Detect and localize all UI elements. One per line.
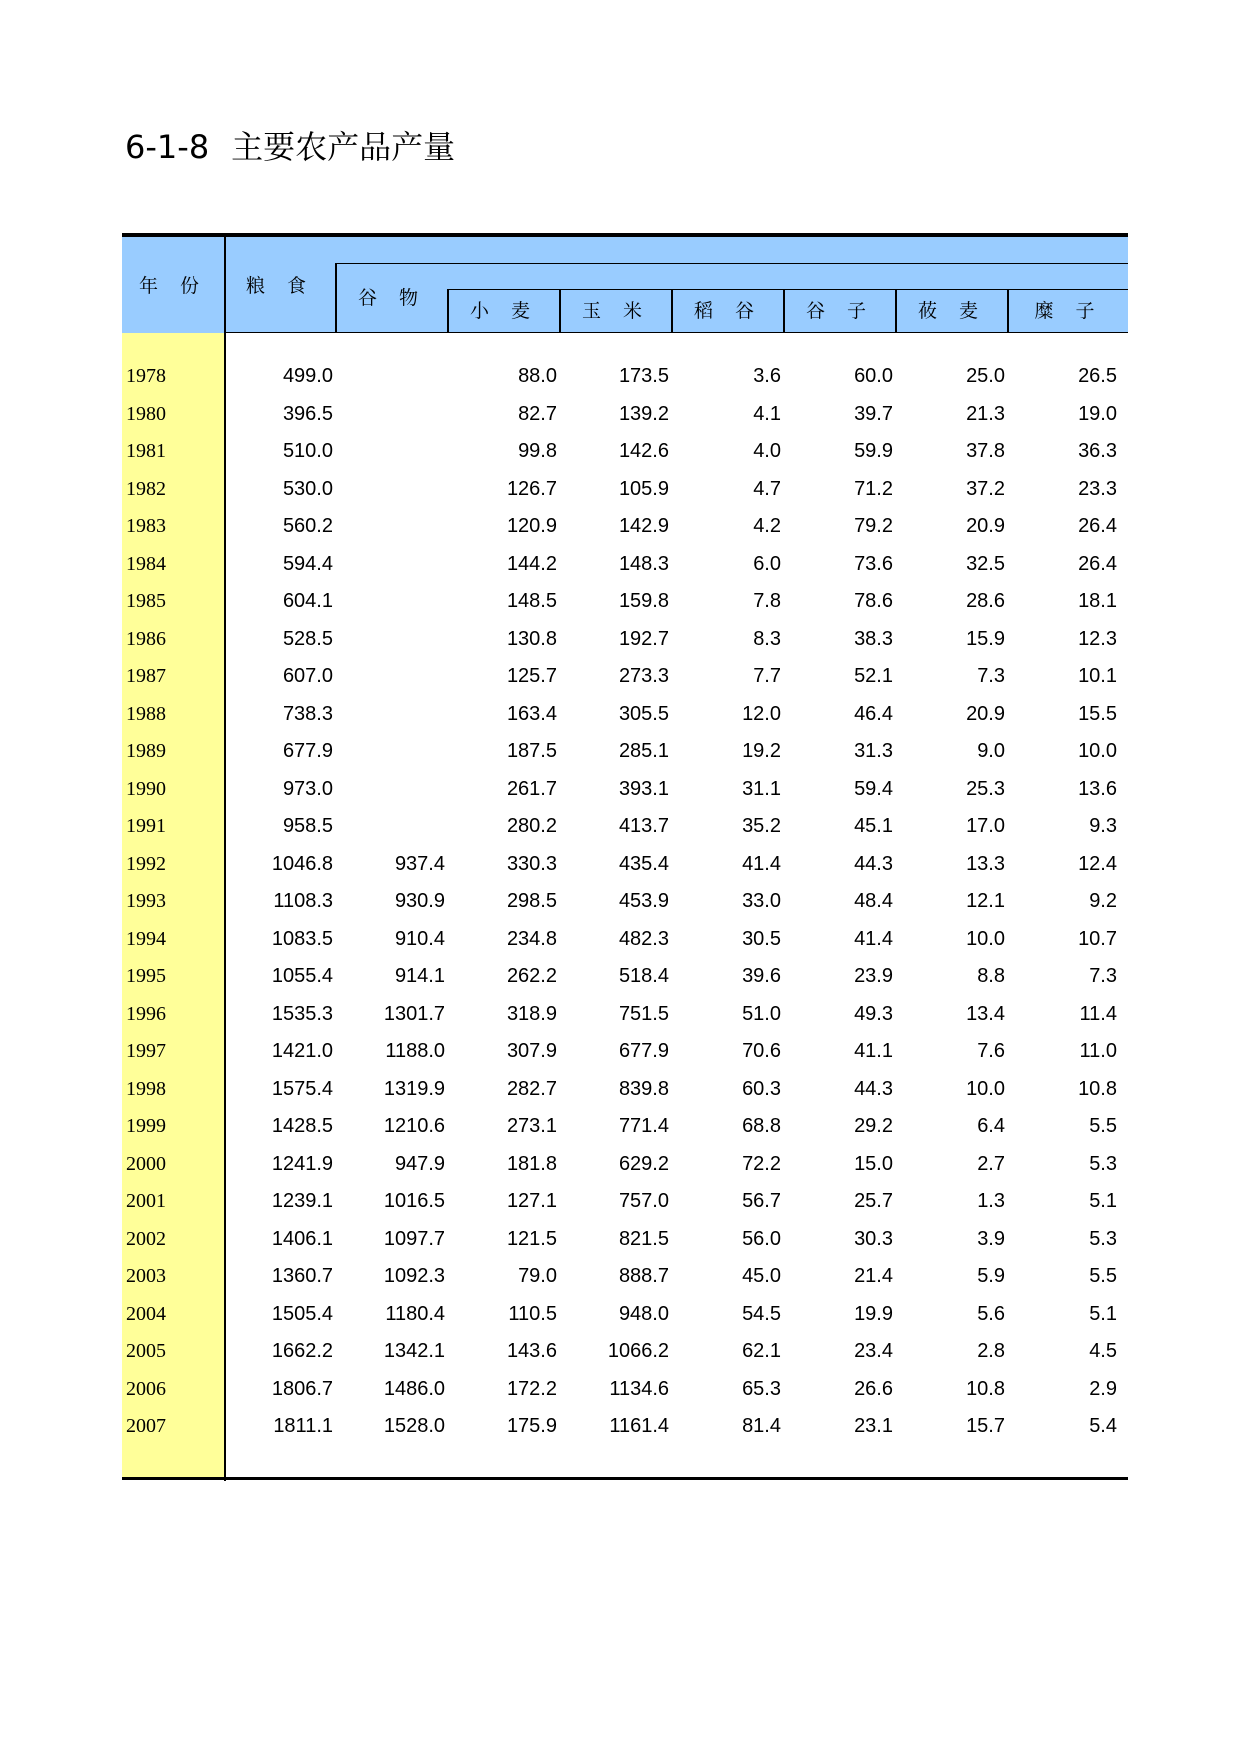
broomcorn-millet-cell: 5.4 bbox=[1089, 1415, 1117, 1437]
table-number: 6-1-8 bbox=[125, 128, 210, 166]
millet-cell: 25.7 bbox=[854, 1190, 893, 1212]
broomcorn-millet-cell: 26.4 bbox=[1078, 515, 1117, 537]
grain-cell: 1055.4 bbox=[271, 965, 333, 987]
oats-cell: 7.3 bbox=[977, 665, 1005, 687]
broomcorn-millet-cell: 5.5 bbox=[1089, 1265, 1117, 1287]
corn-cell: 751.5 bbox=[618, 1003, 669, 1025]
grain-cell: 1046.8 bbox=[271, 853, 333, 875]
broomcorn-millet-cell: 2.9 bbox=[1089, 1378, 1117, 1400]
corn-cell: 142.9 bbox=[618, 515, 669, 537]
year-cell: 1996 bbox=[126, 1003, 166, 1025]
rice-cell: 35.2 bbox=[742, 815, 781, 837]
broomcorn-millet-cell: 36.3 bbox=[1078, 440, 1117, 462]
corn-cell: 839.8 bbox=[618, 1078, 669, 1100]
grain-cell: 1406.1 bbox=[271, 1228, 333, 1250]
wheat-cell: 318.9 bbox=[506, 1003, 557, 1025]
corn-cell: 518.4 bbox=[618, 965, 669, 987]
broomcorn-millet-cell: 23.3 bbox=[1078, 478, 1117, 500]
grain-cell: 1241.9 bbox=[271, 1153, 333, 1175]
wheat-cell: 282.7 bbox=[506, 1078, 557, 1100]
corn-cell: 139.2 bbox=[618, 403, 669, 425]
corn-cell: 105.9 bbox=[618, 478, 669, 500]
oats-cell: 1.3 bbox=[977, 1190, 1005, 1212]
year-cell: 1987 bbox=[126, 665, 166, 687]
grain-cell: 594.4 bbox=[282, 553, 333, 575]
oats-cell: 2.8 bbox=[977, 1340, 1005, 1362]
corn-cell: 757.0 bbox=[618, 1190, 669, 1212]
oats-cell: 10.8 bbox=[966, 1378, 1005, 1400]
wheat-cell: 172.2 bbox=[506, 1378, 557, 1400]
millet-cell: 73.6 bbox=[854, 553, 893, 575]
corn-cell: 888.7 bbox=[618, 1265, 669, 1287]
wheat-cell: 130.8 bbox=[506, 628, 557, 650]
oats-cell: 28.6 bbox=[966, 590, 1005, 612]
rice-cell: 4.0 bbox=[753, 440, 781, 462]
corn-cell: 453.9 bbox=[618, 890, 669, 912]
oats-cell: 25.0 bbox=[966, 365, 1005, 387]
grain-cell: 530.0 bbox=[282, 478, 333, 500]
broomcorn-millet-cell: 19.0 bbox=[1078, 403, 1117, 425]
cereal-cell: 914.1 bbox=[394, 965, 445, 987]
millet-cell: 41.4 bbox=[854, 928, 893, 950]
grain-cell: 1535.3 bbox=[271, 1003, 333, 1025]
year-cell: 2003 bbox=[126, 1265, 166, 1287]
millet-cell: 21.4 bbox=[854, 1265, 893, 1287]
oats-cell: 8.8 bbox=[977, 965, 1005, 987]
grain-cell: 958.5 bbox=[282, 815, 333, 837]
rice-cell: 72.2 bbox=[742, 1153, 781, 1175]
broomcorn-millet-cell: 5.3 bbox=[1089, 1153, 1117, 1175]
year-cell: 1981 bbox=[126, 440, 166, 462]
millet-cell: 44.3 bbox=[854, 853, 893, 875]
wheat-cell: 143.6 bbox=[506, 1340, 557, 1362]
grain-cell: 1806.7 bbox=[271, 1378, 333, 1400]
year-cell: 2006 bbox=[126, 1378, 166, 1400]
oats-cell: 17.0 bbox=[966, 815, 1005, 837]
wheat-cell: 163.4 bbox=[506, 703, 557, 725]
cereal-cell: 1097.7 bbox=[383, 1228, 445, 1250]
corn-cell: 821.5 bbox=[618, 1228, 669, 1250]
cereal-cell: 937.4 bbox=[394, 853, 445, 875]
rice-cell: 45.0 bbox=[742, 1265, 781, 1287]
year-cell: 1992 bbox=[126, 853, 166, 875]
cereal-cell: 1342.1 bbox=[383, 1340, 445, 1362]
header-rule-bottom bbox=[224, 332, 1128, 333]
rice-cell: 30.5 bbox=[742, 928, 781, 950]
wheat-cell: 307.9 bbox=[506, 1040, 557, 1062]
header-broomcorn-millet: 糜 子 bbox=[1034, 300, 1103, 322]
cereal-cell: 1210.6 bbox=[383, 1115, 445, 1137]
oats-cell: 32.5 bbox=[966, 553, 1005, 575]
header-rice: 稻 谷 bbox=[693, 300, 763, 322]
header-millet: 谷 子 bbox=[805, 300, 875, 322]
rice-cell: 7.7 bbox=[753, 665, 781, 687]
year-cell: 2007 bbox=[126, 1415, 166, 1437]
broomcorn-millet-cell: 10.7 bbox=[1078, 928, 1117, 950]
broomcorn-millet-cell: 4.5 bbox=[1089, 1340, 1117, 1362]
rice-cell: 65.3 bbox=[742, 1378, 781, 1400]
year-cell: 1997 bbox=[126, 1040, 166, 1062]
millet-cell: 29.2 bbox=[854, 1115, 893, 1137]
year-cell: 1995 bbox=[126, 965, 166, 987]
grain-cell: 528.5 bbox=[282, 628, 333, 650]
corn-cell: 1066.2 bbox=[607, 1340, 669, 1362]
year-cell: 2001 bbox=[126, 1190, 166, 1212]
corn-cell: 413.7 bbox=[618, 815, 669, 837]
header-rule-grain bbox=[335, 263, 1128, 264]
oats-cell: 15.9 bbox=[966, 628, 1005, 650]
grain-cell: 396.5 bbox=[282, 403, 333, 425]
rice-cell: 51.0 bbox=[742, 1003, 781, 1025]
rice-cell: 4.1 bbox=[753, 403, 781, 425]
wheat-cell: 280.2 bbox=[506, 815, 557, 837]
year-cell: 2005 bbox=[126, 1340, 166, 1362]
corn-cell: 435.4 bbox=[618, 853, 669, 875]
cereal-cell: 910.4 bbox=[394, 928, 445, 950]
year-cell: 1999 bbox=[126, 1115, 166, 1137]
rice-cell: 68.8 bbox=[742, 1115, 781, 1137]
millet-cell: 46.4 bbox=[854, 703, 893, 725]
millet-cell: 23.4 bbox=[854, 1340, 893, 1362]
oats-cell: 5.9 bbox=[977, 1265, 1005, 1287]
cereal-cell: 1486.0 bbox=[383, 1378, 445, 1400]
broomcorn-millet-cell: 9.2 bbox=[1089, 890, 1117, 912]
wheat-cell: 262.2 bbox=[506, 965, 557, 987]
rice-cell: 70.6 bbox=[742, 1040, 781, 1062]
corn-cell: 948.0 bbox=[618, 1303, 669, 1325]
broomcorn-millet-cell: 18.1 bbox=[1078, 590, 1117, 612]
rice-cell: 4.2 bbox=[753, 515, 781, 537]
oats-cell: 37.8 bbox=[966, 440, 1005, 462]
cereal-cell: 1528.0 bbox=[383, 1415, 445, 1437]
grain-cell: 604.1 bbox=[282, 590, 333, 612]
oats-cell: 13.4 bbox=[966, 1003, 1005, 1025]
broomcorn-millet-cell: 7.3 bbox=[1089, 965, 1117, 987]
millet-cell: 48.4 bbox=[854, 890, 893, 912]
year-cell: 1998 bbox=[126, 1078, 166, 1100]
oats-cell: 5.6 bbox=[977, 1303, 1005, 1325]
year-cell: 1978 bbox=[126, 365, 166, 387]
millet-cell: 30.3 bbox=[854, 1228, 893, 1250]
wheat-cell: 125.7 bbox=[506, 665, 557, 687]
corn-cell: 148.3 bbox=[618, 553, 669, 575]
year-cell: 2002 bbox=[126, 1228, 166, 1250]
page-title bbox=[125, 122, 455, 168]
wheat-cell: 99.8 bbox=[518, 440, 557, 462]
grain-cell: 973.0 bbox=[282, 778, 333, 800]
rice-cell: 56.0 bbox=[742, 1228, 781, 1250]
broomcorn-millet-cell: 12.3 bbox=[1078, 628, 1117, 650]
cereal-cell: 1301.7 bbox=[383, 1003, 445, 1025]
year-column-divider bbox=[224, 237, 226, 1481]
cereal-cell: 1092.3 bbox=[383, 1265, 445, 1287]
millet-cell: 60.0 bbox=[854, 365, 893, 387]
broomcorn-millet-cell: 5.5 bbox=[1089, 1115, 1117, 1137]
oats-cell: 10.0 bbox=[966, 1078, 1005, 1100]
corn-cell: 1134.6 bbox=[609, 1378, 669, 1400]
broomcorn-millet-cell: 5.3 bbox=[1089, 1228, 1117, 1250]
oats-cell: 9.0 bbox=[977, 740, 1005, 762]
grain-cell: 1083.5 bbox=[271, 928, 333, 950]
rice-cell: 81.4 bbox=[742, 1415, 781, 1437]
year-cell: 1988 bbox=[126, 703, 166, 725]
grain-cell: 1575.4 bbox=[271, 1078, 333, 1100]
corn-cell: 173.5 bbox=[618, 365, 669, 387]
wheat-cell: 79.0 bbox=[518, 1265, 557, 1287]
wheat-cell: 127.1 bbox=[506, 1190, 557, 1212]
rice-cell: 54.5 bbox=[742, 1303, 781, 1325]
grain-cell: 1428.5 bbox=[271, 1115, 333, 1137]
millet-cell: 79.2 bbox=[854, 515, 893, 537]
cereal-cell: 930.9 bbox=[394, 890, 445, 912]
rice-cell: 7.8 bbox=[753, 590, 781, 612]
table-title: 主要农产品产量 bbox=[231, 128, 456, 166]
year-cell: 1984 bbox=[126, 553, 166, 575]
millet-cell: 78.6 bbox=[854, 590, 893, 612]
year-cell: 1990 bbox=[126, 778, 166, 800]
cereal-cell: 1180.4 bbox=[385, 1303, 445, 1325]
corn-cell: 677.9 bbox=[618, 1040, 669, 1062]
broomcorn-millet-cell: 26.5 bbox=[1078, 365, 1117, 387]
table-bottom-rule bbox=[122, 1477, 1128, 1480]
wheat-cell: 261.7 bbox=[506, 778, 557, 800]
corn-cell: 771.4 bbox=[618, 1115, 669, 1137]
wheat-cell: 234.8 bbox=[506, 928, 557, 950]
wheat-cell: 175.9 bbox=[506, 1415, 557, 1437]
corn-cell: 305.5 bbox=[618, 703, 669, 725]
broomcorn-millet-cell: 11.4 bbox=[1079, 1003, 1117, 1025]
wheat-cell: 148.5 bbox=[506, 590, 557, 612]
rice-cell: 41.4 bbox=[742, 853, 781, 875]
grain-cell: 499.0 bbox=[282, 365, 333, 387]
header-corn: 玉 米 bbox=[581, 300, 651, 322]
millet-cell: 59.4 bbox=[854, 778, 893, 800]
grain-cell: 1421.0 bbox=[271, 1040, 333, 1062]
millet-cell: 31.3 bbox=[854, 740, 893, 762]
wheat-cell: 181.8 bbox=[506, 1153, 557, 1175]
year-cell: 2000 bbox=[126, 1153, 166, 1175]
year-cell: 1980 bbox=[126, 403, 166, 425]
rice-cell: 60.3 bbox=[742, 1078, 781, 1100]
grain-cell: 1360.7 bbox=[271, 1265, 333, 1287]
corn-cell: 285.1 bbox=[618, 740, 669, 762]
millet-cell: 23.9 bbox=[854, 965, 893, 987]
oats-cell: 6.4 bbox=[977, 1115, 1005, 1137]
broomcorn-millet-cell: 5.1 bbox=[1089, 1190, 1117, 1212]
grain-cell: 738.3 bbox=[282, 703, 333, 725]
oats-cell: 21.3 bbox=[966, 403, 1005, 425]
grain-cell: 1505.4 bbox=[271, 1303, 333, 1325]
millet-cell: 71.2 bbox=[854, 478, 893, 500]
header-year: 年 份 bbox=[138, 275, 208, 297]
broomcorn-millet-cell: 9.3 bbox=[1089, 815, 1117, 837]
corn-cell: 1161.4 bbox=[609, 1415, 669, 1437]
cereal-cell: 1188.0 bbox=[385, 1040, 445, 1062]
corn-cell: 192.7 bbox=[618, 628, 669, 650]
rice-cell: 19.2 bbox=[742, 740, 781, 762]
oats-cell: 12.1 bbox=[966, 890, 1005, 912]
wheat-cell: 82.7 bbox=[518, 403, 557, 425]
rice-cell: 31.1 bbox=[742, 778, 781, 800]
cereal-cell: 1016.5 bbox=[383, 1190, 445, 1212]
broomcorn-millet-cell: 26.4 bbox=[1078, 553, 1117, 575]
wheat-cell: 273.1 bbox=[506, 1115, 557, 1137]
oats-cell: 7.6 bbox=[977, 1040, 1005, 1062]
rice-cell: 39.6 bbox=[742, 965, 781, 987]
rice-cell: 33.0 bbox=[742, 890, 781, 912]
corn-cell: 142.6 bbox=[618, 440, 669, 462]
wheat-cell: 88.0 bbox=[518, 365, 557, 387]
wheat-cell: 330.3 bbox=[506, 853, 557, 875]
oats-cell: 3.9 bbox=[977, 1228, 1005, 1250]
millet-cell: 44.3 bbox=[854, 1078, 893, 1100]
corn-cell: 629.2 bbox=[618, 1153, 669, 1175]
wheat-cell: 298.5 bbox=[506, 890, 557, 912]
rice-cell: 8.3 bbox=[753, 628, 781, 650]
cereal-cell: 1319.9 bbox=[383, 1078, 445, 1100]
header-oats: 莜 麦 bbox=[917, 300, 987, 322]
oats-cell: 20.9 bbox=[966, 515, 1005, 537]
corn-cell: 273.3 bbox=[618, 665, 669, 687]
year-cell: 1985 bbox=[126, 590, 166, 612]
broomcorn-millet-cell: 10.8 bbox=[1078, 1078, 1117, 1100]
rice-cell: 3.6 bbox=[753, 365, 781, 387]
millet-cell: 45.1 bbox=[854, 815, 893, 837]
year-cell: 1983 bbox=[126, 515, 166, 537]
wheat-cell: 187.5 bbox=[506, 740, 557, 762]
year-cell: 1993 bbox=[126, 890, 166, 912]
rice-cell: 12.0 bbox=[742, 703, 781, 725]
millet-cell: 52.1 bbox=[854, 665, 893, 687]
millet-cell: 15.0 bbox=[854, 1153, 893, 1175]
broomcorn-millet-cell: 10.1 bbox=[1078, 665, 1117, 687]
grain-cell: 1108.3 bbox=[273, 890, 333, 912]
year-cell: 1989 bbox=[126, 740, 166, 762]
grain-cell: 1239.1 bbox=[271, 1190, 333, 1212]
broomcorn-millet-cell: 10.0 bbox=[1078, 740, 1117, 762]
broomcorn-millet-cell: 13.6 bbox=[1078, 778, 1117, 800]
broomcorn-millet-cell: 11.0 bbox=[1079, 1040, 1117, 1062]
rice-cell: 4.7 bbox=[753, 478, 781, 500]
wheat-cell: 126.7 bbox=[506, 478, 557, 500]
oats-cell: 15.7 bbox=[966, 1415, 1005, 1437]
wheat-cell: 110.5 bbox=[508, 1303, 557, 1325]
millet-cell: 26.6 bbox=[854, 1378, 893, 1400]
wheat-cell: 144.2 bbox=[506, 553, 557, 575]
oats-cell: 10.0 bbox=[966, 928, 1005, 950]
rice-cell: 62.1 bbox=[742, 1340, 781, 1362]
millet-cell: 38.3 bbox=[854, 628, 893, 650]
wheat-cell: 121.5 bbox=[506, 1228, 557, 1250]
year-cell: 2004 bbox=[126, 1303, 166, 1325]
wheat-cell: 120.9 bbox=[506, 515, 557, 537]
broomcorn-millet-cell: 12.4 bbox=[1078, 853, 1117, 875]
grain-cell: 1811.1 bbox=[273, 1415, 333, 1437]
rice-cell: 56.7 bbox=[742, 1190, 781, 1212]
grain-cell: 1662.2 bbox=[271, 1340, 333, 1362]
millet-cell: 41.1 bbox=[854, 1040, 893, 1062]
production-table bbox=[122, 233, 1128, 1481]
year-cell: 1982 bbox=[126, 478, 166, 500]
oats-cell: 20.9 bbox=[966, 703, 1005, 725]
year-cell: 1986 bbox=[126, 628, 166, 650]
millet-cell: 23.1 bbox=[854, 1415, 893, 1437]
grain-cell: 677.9 bbox=[282, 740, 333, 762]
corn-cell: 393.1 bbox=[618, 778, 669, 800]
millet-cell: 19.9 bbox=[854, 1303, 893, 1325]
year-cell: 1991 bbox=[126, 815, 166, 837]
broomcorn-millet-cell: 5.1 bbox=[1089, 1303, 1117, 1325]
corn-cell: 159.8 bbox=[618, 590, 669, 612]
millet-cell: 59.9 bbox=[854, 440, 893, 462]
oats-cell: 13.3 bbox=[966, 853, 1005, 875]
header-rule-cereal bbox=[447, 289, 1128, 290]
oats-cell: 2.7 bbox=[977, 1153, 1005, 1175]
broomcorn-millet-cell: 15.5 bbox=[1078, 703, 1117, 725]
grain-cell: 510.0 bbox=[282, 440, 333, 462]
millet-cell: 39.7 bbox=[854, 403, 893, 425]
millet-cell: 49.3 bbox=[854, 1003, 893, 1025]
header-grain: 粮 食 bbox=[245, 275, 315, 297]
rice-cell: 6.0 bbox=[753, 553, 781, 575]
grain-cell: 560.2 bbox=[282, 515, 333, 537]
grain-cell: 607.0 bbox=[282, 665, 333, 687]
header-wheat: 小 麦 bbox=[469, 300, 539, 322]
oats-cell: 25.3 bbox=[966, 778, 1005, 800]
header-cereal: 谷 物 bbox=[357, 287, 427, 309]
corn-cell: 482.3 bbox=[618, 928, 669, 950]
cereal-cell: 947.9 bbox=[394, 1153, 445, 1175]
oats-cell: 37.2 bbox=[966, 478, 1005, 500]
year-cell: 1994 bbox=[126, 928, 166, 950]
